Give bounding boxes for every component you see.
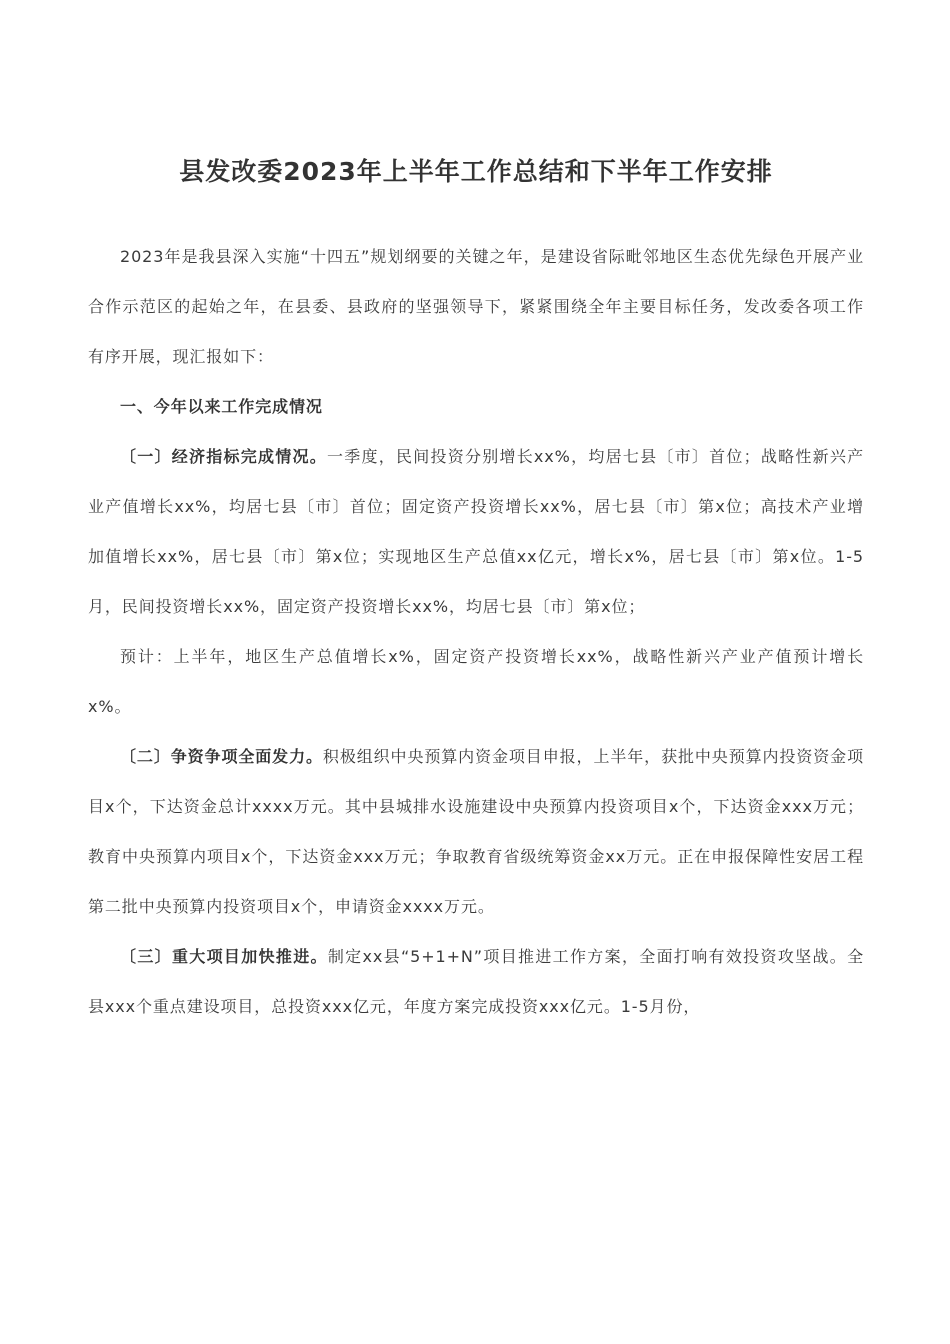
paragraph-economic-indicators bbox=[88, 432, 864, 632]
intro-paragraph: 2023年是我县深入实施“十四五”规划纲要的关键之年，是建设省际毗邻地区生态优先绿色开展产业合作示范区的起始之年，在县委、县政府的坚强领导下，紧紧围绕全年主要目标任务，发改委各项工作有序开展，现汇报如下： bbox=[88, 247, 864, 366]
paragraph-lead: 〔三〕重大项目加快推进。 bbox=[120, 947, 328, 966]
document-title: 县发改委2023年上半年工作总结和下半年工作安排 bbox=[179, 157, 773, 186]
paragraph-text: 积极组织中央预算内资金项目申报，上半年，获批中央预算内投资资金项目x个，下达资金总计xxxx万元。其中县城排水设施建设中央预算内投资项目x个，下达资金xxx万元；教育中央预算内项目x个，下达资金xxx万元；争取教育省级统筹资金xx万元。正在申报保障性安居工程第二批中央预算内投资项目x个，申请资金xxxx万元。 bbox=[88, 747, 864, 916]
document-body bbox=[88, 232, 864, 1032]
paragraph-lead: 〔一〕经济指标完成情况。 bbox=[120, 447, 327, 466]
paragraph-text: 制定xx县“5+1+N”项目推进工作方案，全面打响有效投资攻坚战。全县xxx个重点建设项目，总投资xxx亿元，年度方案完成投资xxx亿元。1-5月份， bbox=[88, 947, 864, 1016]
section-heading: 一、今年以来工作完成情况 bbox=[120, 397, 323, 416]
paragraph-text: 一季度，民间投资分别增长xx%，均居七县〔市〕首位；战略性新兴产业产值增长xx%，均居七县〔市〕首位；固定资产投资增长xx%，居七县〔市〕第x位；高技术产业增加值增长xx%，居七县〔市〕第x位；实现地区生产总值xx亿元，增长x%，居七县〔市〕第x位。1-5月，民间投资增长xx%，固定资产投资增长xx%，均居七县〔市〕第x位； bbox=[88, 447, 864, 616]
paragraph-lead: 〔二〕争资争项全面发力。 bbox=[120, 747, 323, 766]
paragraph-forecast: 预计：上半年，地区生产总值增长x%，固定资产投资增长xx%，战略性新兴产业产值预计增长x%。 bbox=[88, 647, 864, 716]
paragraph-major-projects bbox=[88, 932, 864, 1032]
paragraph-funding bbox=[88, 732, 864, 932]
